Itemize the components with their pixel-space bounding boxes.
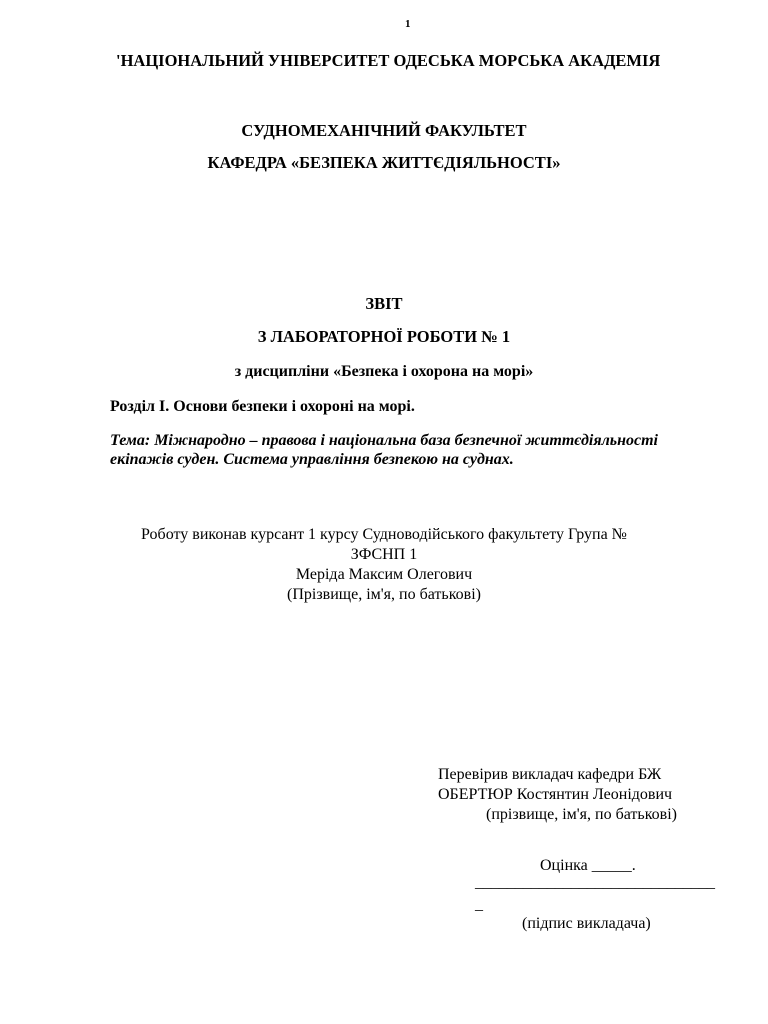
performed-by-group: ЗФСНП 1 [350,546,418,563]
teacher-name-hint: (прізвище, ім'я, по батькові) [486,806,677,823]
grade-label: Оцінка _____. [540,857,636,874]
performed-by-block [0,525,768,605]
university-name: 'НАЦІОНАЛЬНИЙ УНІВЕРСИТЕТ ОДЕСЬКА МОРСЬКА АКАДЕМІЯ [116,51,661,70]
signature-dash: _ [475,896,483,913]
section-heading: Розділ І. Основи безпеки і охороні на морі. [110,398,415,415]
signature-line: ______________________________ [475,874,715,891]
student-name: Меріда Максим Олегович [295,566,473,583]
student-name-hint: (Прізвище, ім'я, по батькові) [287,586,481,603]
checked-by-line1: Перевірив викладач кафедри БЖ [438,766,662,783]
department-name: КАФЕДРА «БЕЗПЕКА ЖИТТЄДІЯЛЬНОСТІ» [207,153,561,172]
teacher-name: ОБЕРТЮР Костянтин Леонідович [438,786,673,803]
report-title: ЗВІТ [365,294,403,313]
performed-by-line1: Роботу виконав курсант 1 курсу Судноводійського факультету Група № [141,526,627,543]
lab-work-title: З ЛАБОРАТОРНОЇ РОБОТИ № 1 [257,327,511,346]
faculty-name: СУДНОМЕХАНІЧНИЙ ФАКУЛЬТЕТ [241,121,527,140]
checked-by-block [438,765,677,825]
topic-text: Тема: Міжнародно – правова і національна база безпечної життєдіяльності екіпажів суден. Система управління безпекою на суднах. [110,432,658,468]
page-number: 1 [405,18,411,30]
signature-hint: (підпис викладача) [522,915,651,932]
discipline-title: з дисципліни «Безпека і охорона на морі» [234,363,534,380]
